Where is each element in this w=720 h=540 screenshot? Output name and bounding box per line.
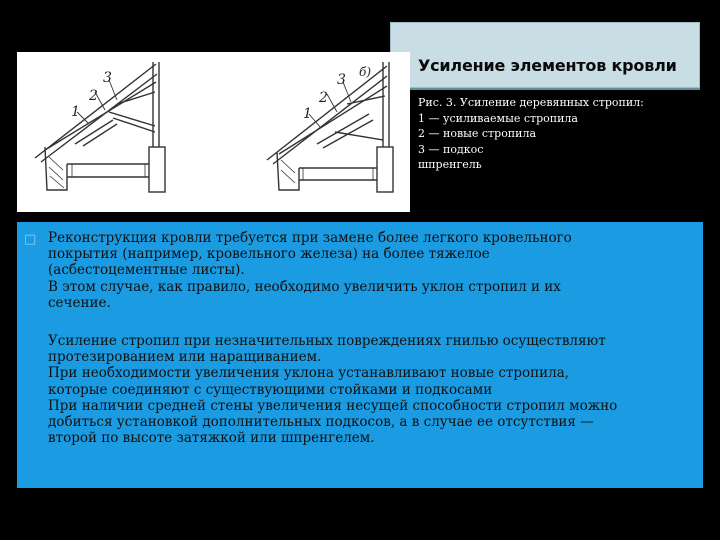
text-line: которые соединяют с существующими стойками и подкосами	[48, 381, 493, 398]
text-line: Усиление стропил при незначительных повреждениях гнилью осуществляют	[48, 333, 606, 349]
text-line: (асбестоцементные листы).	[48, 262, 245, 279]
label-right-2: 2	[319, 90, 328, 106]
label-left-2: 2	[89, 88, 98, 104]
text-line: протезированием или наращиванием.	[48, 349, 322, 366]
rafter-diagram	[17, 52, 410, 212]
rafter-drawing-right	[267, 62, 393, 192]
text-line: добиться установкой дополнительных подкосов, а в случае ее отсутствия —	[48, 414, 594, 431]
rafter-drawing-left	[35, 62, 165, 192]
caption-line: 1 — усиливаемые стропила	[418, 111, 578, 125]
text-line: При необходимости увеличения уклона устанавливают новые стропила,	[48, 365, 570, 382]
label-left-3: 3	[103, 70, 112, 86]
text-line: Реконструкция кровли требуется при замене более легкого кровельного	[48, 230, 572, 246]
paragraph-reinforcement	[48, 333, 698, 446]
text-line: При наличии средней стены увеличения несущей способности стропил можно	[48, 397, 618, 414]
figure-caption	[418, 95, 708, 173]
label-right-1: 1	[303, 106, 312, 122]
label-right-3: 3	[337, 72, 346, 88]
text-line: покрытия (например, кровельного железа) на более тяжелое	[48, 246, 490, 263]
slide-title: Усиление элементов кровли	[418, 56, 677, 75]
figure-panel	[17, 52, 410, 212]
caption-line: 3 — подкос	[418, 142, 484, 156]
text-line: В этом случае, как правило, необходимо увеличить уклон стропил и их	[48, 278, 561, 295]
paragraph-reconstruction	[48, 230, 698, 311]
label-left-1: 1	[71, 104, 80, 120]
bullet-icon: □	[24, 232, 37, 247]
caption-line: шпренгель	[418, 158, 482, 171]
figure-tag-b: б)	[359, 65, 372, 79]
text-line: сечение.	[48, 294, 111, 311]
caption-line: 2 — новые стропила	[418, 127, 537, 140]
text-line: второй по высоте затяжкой или шпренгелем.	[48, 430, 375, 447]
caption-line: Рис. 3. Усиление деревянных стропил:	[418, 96, 644, 109]
